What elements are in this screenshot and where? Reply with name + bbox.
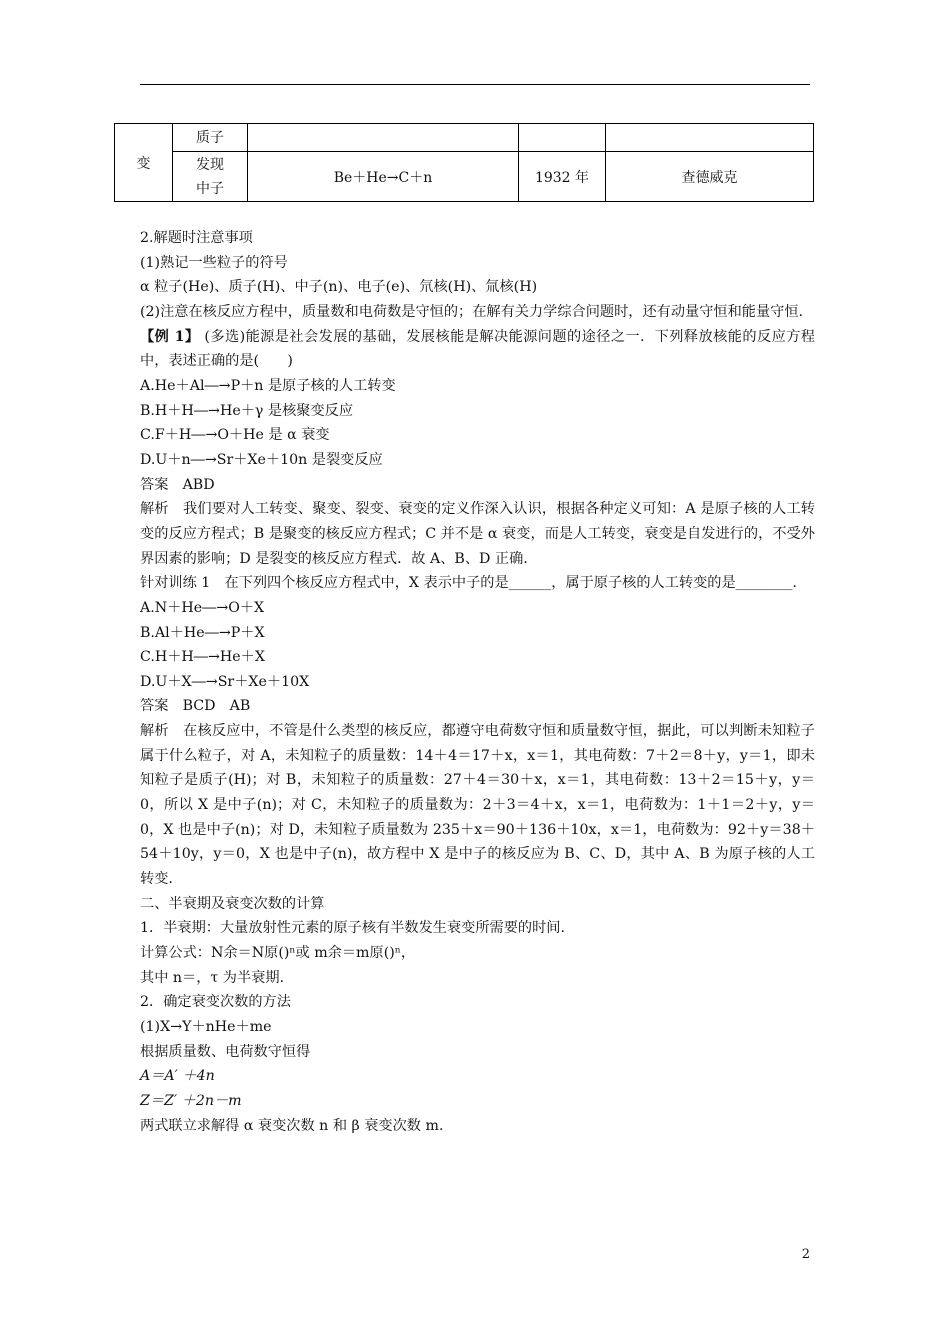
table-cell-name: 质子: [173, 124, 248, 152]
conservation-text: 根据质量数、电荷数守恒得: [140, 1043, 311, 1060]
exercise-stem: 针对训练 1 在下列四个核反应方程式中，X 表示中子的是______，属于原子核的人工转变的是________.: [140, 575, 797, 592]
table-cell-year: [519, 124, 606, 152]
table-cell-person: 查德威克: [606, 152, 814, 202]
notes-item: (2)注意在核反应方程中，质量数和电荷数是守恒的；在解有关力学综合问题时，还有动量守恒和能量守恒.: [140, 303, 804, 320]
table-cell-name-line: 中子: [196, 180, 224, 197]
table-row: [115, 124, 814, 152]
table-cell-year: 1932 年: [519, 152, 606, 202]
example-stem-text: (多选)能源是社会发展的基础，发展核能是解决能源问题的途径之一．下列释放核能的反应方程中，表述正确的是( ): [140, 328, 815, 370]
body-text: [140, 226, 815, 1138]
analysis-paragraph: 解析 我们要对人工转变、聚变、裂变、衰变的定义作深入认识，根据各种定义可知：A 是原子核的人工转变的反应方程式；B 是聚变的核反应方程式；C 并不是 α 衰变，而是人工转变，衰变是自发进行的，不受外界因素的影响；D 是裂变的核反应方程式．故 A、B、D 正确.: [140, 501, 815, 567]
notes-item: (1)熟记一些粒子的符号: [140, 254, 288, 271]
table-cell-person: [606, 124, 814, 152]
notes-heading: 2.解题时注意事项: [140, 230, 253, 246]
particle-symbols: α 粒子(He)、质子(H)、中子(n)、电子(e)、氘核(H)、氚核(H): [140, 279, 538, 296]
section-heading: 二、半衰期及衰变次数的计算: [140, 895, 325, 912]
option-item: C.H＋H―→He＋X: [140, 649, 265, 666]
table-cell-name-line: 发现: [196, 156, 224, 173]
charge-equation: Z＝Z′ ＋2n－m: [140, 1092, 242, 1109]
mass-equation: A＝A′ ＋4n: [140, 1068, 215, 1085]
nuclear-discovery-table: [114, 123, 814, 202]
half-life-formula: 计算公式：N余＝N原()ⁿ或 m余＝m原()ⁿ，: [140, 945, 416, 962]
option-item: D.U＋X―→Sr＋Xe＋10X: [140, 673, 310, 690]
table-category-cell: 变: [115, 124, 173, 202]
option-item: A.N＋He―→O＋X: [140, 599, 265, 616]
option-item: A.He＋Al―→P＋n 是原子核的人工转变: [140, 377, 396, 394]
page-number: 2: [801, 1247, 810, 1262]
table-row: [115, 152, 814, 202]
analysis-paragraph: 解析 在核反应中，不管是什么类型的核反应，都遵守电荷数守恒和质量数守恒，据此，可以判断未知粒子属于什么粒子，对 A，未知粒子的质量数：14＋4＝17＋x，x＝1，其电荷数：7＋2＝8＋y，y＝1，即未知粒子是质子(H)；对 B，未知粒子的质量数：27＋4＝30＋x，x＝1，其电荷数：13＋2＝15＋y，y＝0，所以 X 是中子(n)；对 C，未知粒子的质量数为：2＋3＝4＋x，x＝1，电荷数为：1＋1＝2＋y，y＝0，X 也是中子(n)；对 D，未知粒子质量数为 235＋x＝90＋136＋10x，x＝1，电荷数为：92＋y＝38＋54＋10y，y＝0，X 也是中子(n)，故方程中 X 是中子的核反应为 B、C、D，其中 A、B 为原子核的人工转变.: [140, 723, 815, 888]
option-item: B.Al＋He―→P＋X: [140, 624, 265, 641]
formula-where: 其中 n＝，τ 为半衰期.: [140, 969, 285, 986]
header-rule: [140, 84, 810, 85]
table-cell-equation: [248, 124, 519, 152]
table-cell-equation: Be＋He→C＋n: [248, 152, 519, 202]
option-item: D.U＋n―→Sr＋Xe＋10n 是裂变反应: [140, 451, 383, 468]
answer-line: 答案 BCD AB: [140, 698, 251, 715]
example-stem: [140, 325, 815, 374]
decay-equation: (1)X→Y＋nHe＋me: [140, 1019, 272, 1035]
conclusion-text: 两式联立求解得 α 衰变次数 n 和 β 衰变次数 m.: [140, 1117, 444, 1134]
answer-line: 答案 ABD: [140, 476, 215, 493]
option-item: B.H＋H―→He＋γ 是核聚变反应: [140, 402, 354, 419]
subsection-heading: 2．确定衰变次数的方法: [140, 994, 291, 1011]
option-item: C.F＋H―→O＋He 是 α 衰变: [140, 427, 330, 444]
example-tag: 【例 1】: [140, 328, 200, 345]
half-life-definition: 1．半衰期：大量放射性元素的原子核有半数发生衰变所需要的时间.: [140, 920, 565, 937]
table-cell-name: [173, 152, 248, 202]
